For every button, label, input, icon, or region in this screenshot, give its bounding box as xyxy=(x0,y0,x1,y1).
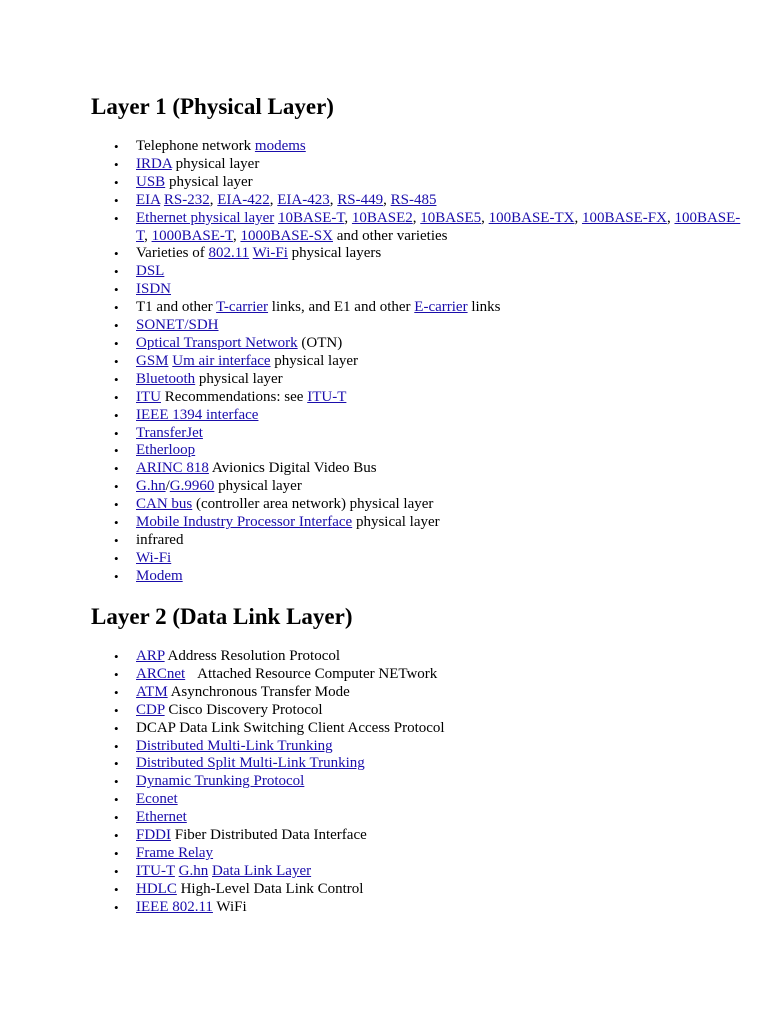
list-item xyxy=(91,353,751,371)
list-item xyxy=(91,263,751,281)
link-gsm[interactable]: GSM xyxy=(136,352,169,369)
list-item xyxy=(91,720,751,738)
item-text: Fiber Distributed Data Interface xyxy=(171,827,367,844)
list-item xyxy=(91,514,751,532)
link-transferjet[interactable]: TransferJet xyxy=(136,424,203,441)
list-item xyxy=(91,568,751,586)
list-item xyxy=(91,317,751,335)
link-dynamic-trunking-protocol[interactable]: Dynamic Trunking Protocol xyxy=(136,773,305,790)
list-item xyxy=(91,702,751,720)
link-hdlc[interactable]: HDLC xyxy=(136,880,177,897)
link-can-bus[interactable]: CAN bus xyxy=(136,496,193,513)
list-item xyxy=(91,442,751,460)
list-item xyxy=(91,245,751,263)
link-econet[interactable]: Econet xyxy=(136,791,178,808)
link-1000base-sx[interactable]: 1000BASE-SX xyxy=(240,227,333,244)
link-802-11[interactable]: 802.11 xyxy=(208,245,250,262)
link-fddi[interactable]: FDDI xyxy=(136,827,172,844)
item-text: Avionics Digital Video Bus xyxy=(208,460,377,477)
item-text: physical layer xyxy=(352,514,440,531)
list-item xyxy=(91,881,751,899)
list-item xyxy=(91,899,751,917)
list-item xyxy=(91,738,751,756)
link-irda[interactable]: IRDA xyxy=(136,155,172,172)
item-text: (OTN) xyxy=(297,334,343,351)
item-text: , xyxy=(666,209,675,226)
list-item xyxy=(91,192,751,210)
link-modems[interactable]: modems xyxy=(254,138,306,154)
item-text: , xyxy=(574,209,582,226)
link-mobile-industry-processor-interface[interactable]: Mobile Industry Processor Interface xyxy=(136,514,353,531)
link-modem[interactable]: Modem xyxy=(136,567,183,584)
item-text: , xyxy=(232,227,241,244)
layer2-list xyxy=(91,648,751,917)
link-cdp[interactable]: CDP xyxy=(136,701,165,718)
link-100base-fx[interactable]: 100BASE-FX xyxy=(581,209,667,226)
link-ieee-802-11[interactable]: IEEE 802.11 xyxy=(136,898,213,915)
item-text: links, and E1 and other xyxy=(268,299,415,316)
list-item xyxy=(91,863,751,881)
link-frame-relay[interactable]: Frame Relay xyxy=(136,844,214,861)
item-text: , xyxy=(209,191,218,208)
list-item xyxy=(91,425,751,443)
link-100base-t[interactable]: 100BASE-T xyxy=(136,209,741,244)
item-text: High-Level Data Link Control xyxy=(176,880,364,897)
link-um-air-interface[interactable]: Um air interface xyxy=(172,352,271,369)
link-10base-t[interactable]: 10BASE-T xyxy=(278,209,345,226)
link-10base5[interactable]: 10BASE5 xyxy=(420,209,482,226)
list-item xyxy=(91,773,751,791)
item-text: physical layer xyxy=(270,352,359,369)
list-item xyxy=(91,791,751,809)
item-text: links xyxy=(467,299,501,316)
link-g-hn[interactable]: G.hn xyxy=(136,478,166,495)
link-itu-t[interactable]: ITU-T xyxy=(307,388,347,405)
link-optical-transport-network[interactable]: Optical Transport Network xyxy=(136,334,298,351)
link-itu-t[interactable]: ITU-T xyxy=(136,862,175,879)
layer2-heading: Layer 2 (Data Link Layer) xyxy=(91,604,353,629)
item-text: / xyxy=(165,478,170,495)
item-text: and other varieties xyxy=(332,227,448,244)
list-item xyxy=(91,460,751,478)
link-sonet-sdh[interactable]: SONET/SDH xyxy=(136,317,219,334)
link-e-carrier[interactable]: E-carrier xyxy=(414,299,468,316)
list-item xyxy=(91,684,751,702)
list-item xyxy=(91,496,751,514)
link-10base2[interactable]: 10BASE2 xyxy=(351,209,413,226)
link-1000base-t[interactable]: 1000BASE-T xyxy=(151,227,233,244)
list-item xyxy=(91,156,751,174)
item-text: physical layer xyxy=(214,478,302,495)
link-g-hn[interactable]: G.hn xyxy=(178,862,209,879)
list-item xyxy=(91,666,751,684)
layer1-heading: Layer 1 (Physical Layer) xyxy=(91,94,334,119)
list-item xyxy=(91,174,751,192)
item-text: Telephone network xyxy=(136,138,255,154)
item-text: Cisco Discovery Protocol xyxy=(164,701,323,718)
item-text: Varieties of xyxy=(136,245,209,262)
link-ieee-1394-interface[interactable]: IEEE 1394 interface xyxy=(136,406,259,423)
list-item xyxy=(91,845,751,863)
link-itu[interactable]: ITU xyxy=(136,388,161,405)
item-text: , xyxy=(383,191,391,208)
layer1-list xyxy=(91,138,751,586)
item-text: DCAP Data Link Switching Client Access Protocol xyxy=(136,719,445,736)
list-item xyxy=(91,138,751,156)
link-wi-fi[interactable]: Wi-Fi xyxy=(252,245,288,262)
link-rs-449[interactable]: RS-449 xyxy=(337,191,384,208)
link-arcnet[interactable]: ARCnet xyxy=(136,665,186,682)
link-ethernet-physical-layer[interactable]: Ethernet physical layer xyxy=(136,209,275,226)
item-text: T1 and other xyxy=(136,299,217,316)
link-rs-232[interactable]: RS-232 xyxy=(163,191,210,208)
list-item xyxy=(91,407,751,425)
link-wi-fi[interactable]: Wi-Fi xyxy=(136,549,172,566)
list-item xyxy=(91,827,751,845)
list-item xyxy=(91,550,751,568)
link-distributed-multi-link-trunking[interactable]: Distributed Multi-Link Trunking xyxy=(136,737,333,754)
list-item xyxy=(91,335,751,353)
link-t-carrier[interactable]: T-carrier xyxy=(216,299,269,316)
link-data-link-layer[interactable]: Data Link Layer xyxy=(211,862,312,879)
link-dsl[interactable]: DSL xyxy=(136,263,165,280)
item-text: , xyxy=(412,209,421,226)
list-item xyxy=(91,478,751,496)
link-atm[interactable]: ATM xyxy=(136,683,168,700)
link-arinc-818[interactable]: ARINC 818 xyxy=(136,460,209,477)
item-text: , xyxy=(329,191,338,208)
list-item xyxy=(91,755,751,773)
link-etherloop[interactable]: Etherloop xyxy=(136,442,196,459)
item-text: Attached Resource Computer NETwork xyxy=(197,665,438,682)
link-g-9960[interactable]: G.9960 xyxy=(169,478,215,495)
item-text: , xyxy=(344,209,352,226)
list-item xyxy=(91,281,751,299)
item-text: Address Resolution Protocol xyxy=(164,648,341,664)
link-bluetooth[interactable]: Bluetooth xyxy=(136,370,196,387)
item-text: WiFi xyxy=(212,898,247,915)
item-text: physical layer xyxy=(165,173,253,190)
item-text: physical layers xyxy=(287,245,382,262)
link-usb[interactable]: USB xyxy=(136,173,166,190)
layer2-section xyxy=(91,603,751,917)
list-item xyxy=(91,210,751,246)
layer1-section xyxy=(91,93,751,586)
link-eia-422[interactable]: EIA-422 xyxy=(217,191,270,208)
item-text: Recommendations: see xyxy=(161,388,308,405)
item-text: Asynchronous Transfer Mode xyxy=(167,683,350,700)
item-text: , xyxy=(144,227,152,244)
link-100base-tx[interactable]: 100BASE-TX xyxy=(488,209,575,226)
item-text: (controller area network) physical layer xyxy=(192,496,434,513)
list-item xyxy=(91,809,751,827)
link-eia-423[interactable]: EIA-423 xyxy=(277,191,330,208)
link-ethernet[interactable]: Ethernet xyxy=(136,809,187,826)
list-item xyxy=(91,648,751,666)
link-isdn[interactable]: ISDN xyxy=(136,281,172,298)
list-item xyxy=(91,532,751,550)
link-eia[interactable]: EIA xyxy=(136,191,161,208)
list-item xyxy=(91,299,751,317)
link-arp[interactable]: ARP xyxy=(136,648,165,664)
link-distributed-split-multi-link-trunking[interactable]: Distributed Split Multi-Link Trunking xyxy=(136,755,365,772)
item-text: physical layer xyxy=(195,370,283,387)
item-text: physical layer xyxy=(171,155,260,172)
list-item xyxy=(91,389,751,407)
list-item xyxy=(91,371,751,389)
link-rs-485[interactable]: RS-485 xyxy=(390,191,437,208)
item-text: , xyxy=(269,191,278,208)
item-text: , xyxy=(481,209,489,226)
item-text: infrared xyxy=(136,531,184,548)
